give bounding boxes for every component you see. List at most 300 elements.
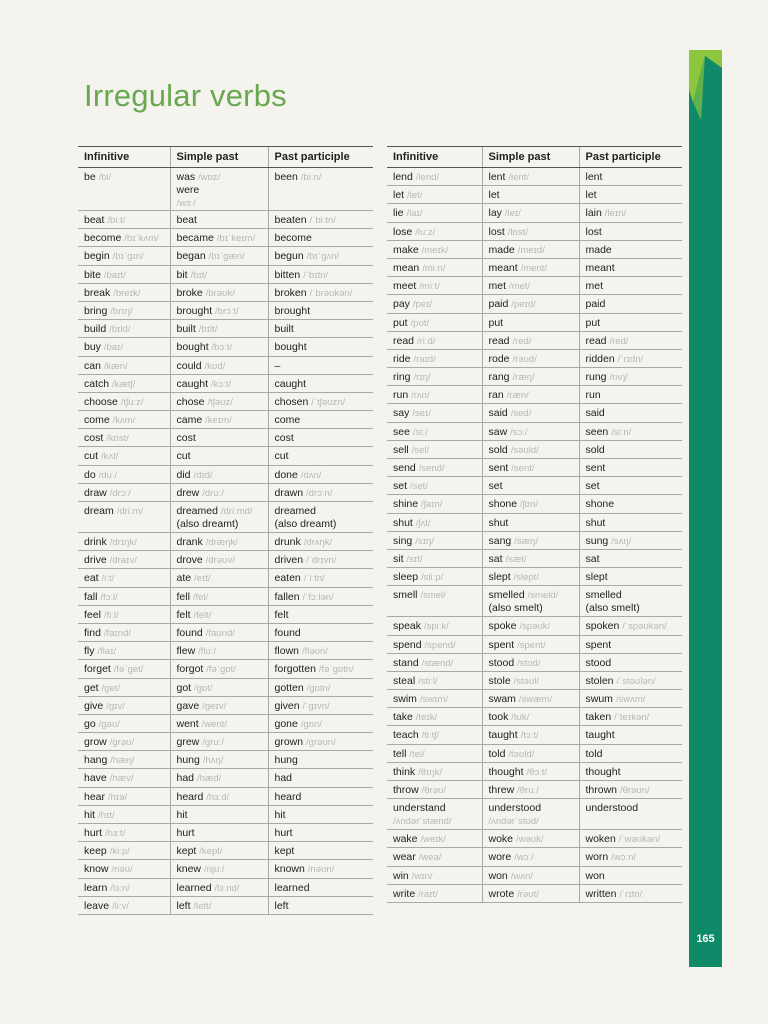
phonetic-infinitive: /baɪ/ [103, 342, 124, 354]
phonetic-infinitive: /seɪ/ [412, 408, 431, 420]
verb-simple-past-alt: (also dreamt) [176, 518, 239, 530]
verb-simple-past: said [488, 407, 508, 420]
verb-infinitive: hit [84, 808, 96, 821]
past-participle-cell [268, 465, 373, 483]
verb-infinitive: take [393, 711, 413, 724]
past-participle-cell [268, 502, 373, 533]
phonetic-past-participle: /dʌn/ [300, 469, 322, 481]
phonetic-simple-past: /left/ [193, 900, 212, 912]
verb-simple-past: shut [488, 516, 509, 529]
phonetic-simple-past: /slept/ [513, 572, 539, 584]
table-row [387, 513, 682, 531]
verb-infinitive: come [84, 414, 110, 427]
infinitive-cell [78, 247, 170, 265]
verb-simple-past: sold [488, 443, 508, 456]
verb-infinitive: let [393, 189, 405, 202]
phonetic-simple-past: /stʊd/ [517, 657, 541, 669]
verb-past-participle: begun [274, 250, 304, 263]
verb-simple-past: spoke [488, 620, 517, 633]
phonetic-infinitive: /teɪk/ [415, 712, 438, 724]
simple-past-cell [170, 265, 268, 283]
phonetic-simple-past: /njuː/ [203, 864, 225, 876]
table-row [387, 568, 682, 586]
phonetic-past-participle: /nəʊn/ [307, 864, 335, 876]
infinitive-cell [78, 805, 170, 823]
table-row [387, 726, 682, 744]
verb-past-participle: taken [585, 711, 612, 724]
infinitive-cell [387, 459, 482, 477]
simple-past-cell [482, 349, 579, 367]
verb-simple-past: rode [488, 352, 510, 365]
verb-past-participle: known [274, 863, 305, 876]
infinitive-cell [387, 635, 482, 653]
verb-infinitive: sit [393, 552, 404, 565]
table-row [78, 301, 373, 319]
table-row [78, 787, 373, 805]
phonetic-past-participle: /fəˈgɒtn/ [318, 664, 354, 676]
past-participle-cell [268, 751, 373, 769]
verb-simple-past: met [488, 280, 507, 293]
phonetic-simple-past: /druː/ [202, 487, 224, 499]
past-participle-cell [268, 787, 373, 805]
verb-past-participle: lain [585, 207, 602, 220]
past-participle-cell [579, 477, 682, 495]
phonetic-infinitive: /lɜːn/ [110, 882, 130, 894]
verb-past-participle: flown [274, 645, 300, 658]
chapter-sidebar [689, 50, 722, 967]
past-participle-cell [268, 842, 373, 860]
verb-past-participle: left [274, 899, 289, 912]
verb-simple-past: bit [176, 268, 188, 281]
phonetic-infinitive: /brɪŋ/ [110, 305, 133, 317]
past-participle-cell [579, 404, 682, 422]
simple-past-cell [170, 842, 268, 860]
verb-simple-past: saw [488, 425, 508, 438]
verb-past-participle: woken [585, 833, 616, 846]
simple-past-cell [170, 283, 268, 301]
table-row [78, 878, 373, 896]
phonetic-past-participle: /ˈbiːtn/ [309, 215, 336, 226]
table-body [387, 168, 682, 903]
verb-simple-past: came [176, 414, 203, 427]
phonetic-simple-past: /keɪm/ [205, 415, 232, 427]
phonetic-simple-past: /rəʊd/ [512, 353, 537, 365]
past-participle-cell [579, 617, 682, 635]
table-row [387, 531, 682, 549]
phonetic-simple-past: /sɔː/ [510, 426, 528, 438]
phonetic-simple-past: /bɪˈgæn/ [208, 251, 245, 263]
infinitive-cell [387, 168, 482, 186]
simple-past-cell [482, 368, 579, 386]
infinitive-cell [78, 678, 170, 696]
header-past-participle: Past participle [579, 147, 682, 168]
infinitive-cell [387, 549, 482, 567]
phonetic-past-participle: /leɪn/ [604, 208, 627, 220]
verb-infinitive: tell [393, 747, 407, 760]
infinitive-cell [387, 781, 482, 799]
verb-past-participle: kept [274, 845, 295, 858]
verb-simple-past: left [176, 899, 191, 912]
simple-past-cell [170, 769, 268, 787]
verbs-table-left [78, 146, 373, 915]
phonetic-simple-past: /spent/ [517, 639, 546, 651]
verb-simple-past: dreamed [176, 505, 218, 517]
phonetic-infinitive: /pʊt/ [410, 317, 430, 329]
phonetic-infinitive: /fiːl/ [103, 609, 119, 621]
verb-past-participle: beaten [274, 214, 307, 226]
past-participle-cell [579, 866, 682, 884]
past-participle-cell [579, 531, 682, 549]
simple-past-cell [170, 356, 268, 374]
phonetic-infinitive: /siː/ [412, 426, 428, 438]
leaf-decoration-icon [689, 50, 722, 120]
verb-past-participle: seen [585, 425, 609, 438]
verbs-table-right [387, 146, 682, 903]
phonetic-simple-past: /θruː/ [517, 785, 539, 796]
verb-past-participle: done [274, 468, 298, 481]
table-row [78, 642, 373, 660]
infinitive-cell [78, 265, 170, 283]
verb-simple-past: grew [176, 736, 200, 749]
verb-past-participle: told [585, 747, 603, 760]
infinitive-cell [387, 331, 482, 349]
phonetic-infinitive: /iːt/ [101, 573, 115, 585]
table-row [78, 587, 373, 605]
verb-past-participle: – [274, 359, 281, 372]
verb-simple-past: cost [176, 432, 196, 445]
header-past-participle: Past participle [268, 147, 373, 168]
verb-infinitive: forget [84, 663, 111, 676]
past-participle-cell [268, 678, 373, 696]
simple-past-cell [170, 733, 268, 751]
phonetic-past-participle: /biːn/ [300, 172, 322, 183]
past-participle-cell [268, 447, 373, 465]
phonetic-past-participle: /gɒn/ [300, 718, 322, 730]
infinitive-cell [387, 186, 482, 204]
table-row [78, 247, 373, 265]
verb-past-participle: shone [585, 498, 615, 511]
verb-simple-past: woke [488, 833, 514, 846]
phonetic-past-participle: /ˈspəʊkən/ [622, 621, 667, 633]
simple-past-cell [482, 531, 579, 549]
past-participle-cell [579, 884, 682, 902]
phonetic-infinitive: /weɪk/ [420, 834, 446, 846]
infinitive-cell [78, 533, 170, 551]
simple-past-cell [170, 465, 268, 483]
past-participle-cell [268, 374, 373, 392]
verb-past-participle: sent [585, 462, 606, 474]
past-participle-cell [579, 313, 682, 331]
infinitive-cell [387, 884, 482, 902]
phonetic-simple-past: /driːmd/ [220, 506, 253, 517]
verb-simple-past: drove [176, 554, 203, 567]
verb-past-participle: put [585, 316, 601, 329]
verb-simple-past: slept [488, 571, 511, 584]
infinitive-cell [78, 642, 170, 660]
phonetic-infinitive: /hɜːt/ [105, 828, 126, 839]
past-participle-cell [579, 513, 682, 531]
past-participle-cell [268, 247, 373, 265]
verb-past-participle: become [274, 232, 312, 245]
phonetic-infinitive: /kætʃ/ [112, 378, 136, 390]
phonetic-simple-past: /felt/ [193, 609, 212, 621]
verb-infinitive: write [393, 887, 416, 900]
phonetic-infinitive: /stænd/ [421, 657, 454, 669]
phonetic-infinitive: /θɪŋk/ [418, 766, 443, 778]
verb-infinitive: give [84, 699, 104, 712]
phonetic-simple-past: /kɔːt/ [210, 378, 232, 390]
verb-infinitive: speak [393, 620, 422, 633]
verb-past-participle: lent [585, 171, 603, 183]
header-infinitive: Infinitive [78, 147, 170, 168]
verb-simple-past: went [176, 717, 199, 730]
verb-simple-past: put [488, 316, 504, 329]
verb-infinitive: choose [84, 395, 118, 408]
verb-infinitive: dream [84, 505, 114, 517]
table-row [78, 860, 373, 878]
simple-past-cell [482, 168, 579, 186]
table-row [387, 349, 682, 367]
phonetic-past-participle: /red/ [609, 335, 629, 347]
infinitive-cell [78, 211, 170, 229]
verb-past-participle: chosen [274, 395, 309, 408]
verb-past-participle: stolen [585, 674, 614, 687]
past-participle-cell [579, 848, 682, 866]
table-row [78, 465, 373, 483]
verb-simple-past: kept [176, 845, 197, 858]
verb-past-participle: lost [585, 225, 602, 238]
verb-simple-past-alt: (also smelt) [488, 602, 543, 615]
verb-past-participle: drawn [274, 486, 304, 499]
past-participle-cell [268, 392, 373, 410]
phonetic-simple-past: /hʌŋ/ [202, 755, 224, 767]
simple-past-cell [170, 168, 268, 211]
verb-past-participle: worn [585, 851, 609, 864]
verb-infinitive: mean [393, 261, 420, 274]
infinitive-cell [78, 356, 170, 374]
verb-past-participle: set [585, 480, 600, 493]
table-row [78, 211, 373, 229]
simple-past-cell [170, 896, 268, 914]
verb-past-participle: given [274, 699, 300, 712]
verb-simple-past: did [176, 468, 191, 481]
past-participle-cell [268, 769, 373, 787]
verb-infinitive: eat [84, 572, 99, 585]
past-participle-cell [268, 660, 373, 678]
verb-infinitive: begin [84, 250, 110, 263]
simple-past-cell [482, 830, 579, 848]
verb-simple-past: began [176, 250, 206, 263]
table-body [78, 168, 373, 915]
past-participle-cell [268, 338, 373, 356]
verb-infinitive: sell [393, 443, 409, 456]
simple-past-cell [170, 678, 268, 696]
infinitive-cell [387, 313, 482, 331]
simple-past-cell [482, 513, 579, 531]
phonetic-past-participle: /ˈteɪkən/ [614, 712, 650, 724]
infinitive-cell [387, 477, 482, 495]
phonetic-past-participle: /ˈtʃəʊzn/ [311, 396, 346, 408]
infinitive-cell [78, 787, 170, 805]
verb-past-participle: spoken [585, 620, 620, 633]
table-row [78, 392, 373, 410]
verb-simple-past: was [176, 171, 196, 183]
table-row [387, 404, 682, 422]
phonetic-simple-past: /hæd/ [196, 773, 222, 785]
verb-simple-past: found [176, 626, 203, 639]
infinitive-cell [78, 751, 170, 769]
verb-simple-past: broke [176, 286, 203, 299]
past-participle-cell [579, 349, 682, 367]
verb-infinitive: ring [393, 371, 411, 384]
phonetic-infinitive: /hæv/ [109, 773, 134, 785]
page-title: Irregular verbs [84, 78, 287, 113]
phonetic-simple-past: /lɜːnd/ [214, 882, 240, 894]
simple-past-cell [170, 878, 268, 896]
table-row [387, 549, 682, 567]
verb-simple-past: ran [488, 389, 504, 402]
verb-simple-past: taught [488, 729, 518, 742]
simple-past-cell [482, 884, 579, 902]
verb-simple-past: felt [176, 608, 191, 621]
past-participle-cell [579, 459, 682, 477]
verb-infinitive: learn [84, 881, 108, 894]
verb-infinitive: be [84, 171, 96, 183]
phonetic-simple-past: /wɔː/ [514, 852, 534, 864]
verb-infinitive: pay [393, 298, 410, 311]
table-row [78, 696, 373, 714]
verb-infinitive: grow [84, 736, 107, 749]
table-row [387, 440, 682, 458]
table-row [387, 277, 682, 295]
phonetic-past-participle: /ˈwəʊkən/ [618, 834, 661, 846]
table-row [387, 635, 682, 653]
phonetic-infinitive: /rɪŋ/ [413, 372, 431, 384]
past-participle-cell [268, 569, 373, 587]
verb-simple-past: stood [488, 656, 515, 669]
simple-past-cell [482, 568, 579, 586]
verb-simple-past: threw [488, 784, 515, 796]
verb-simple-past: wore [488, 851, 512, 864]
verb-past-participle-alt: (also smelt) [585, 602, 640, 615]
verb-infinitive: run [393, 389, 409, 402]
verb-infinitive: break [84, 286, 111, 299]
infinitive-cell [387, 690, 482, 708]
verb-simple-past: rang [488, 371, 510, 384]
header-infinitive: Infinitive [387, 147, 482, 168]
verb-infinitive: beat [84, 214, 105, 226]
table-row [387, 671, 682, 689]
table-row [387, 744, 682, 762]
phonetic-infinitive: /tel/ [409, 748, 425, 760]
verb-past-participle: won [585, 869, 605, 882]
infinitive-cell [387, 653, 482, 671]
table-row [387, 866, 682, 884]
verb-infinitive: keep [84, 845, 107, 858]
phonetic-infinitive: /laɪ/ [406, 208, 423, 220]
table-row [387, 781, 682, 799]
phonetic-infinitive: /let/ [407, 190, 423, 202]
verb-simple-past: told [488, 747, 506, 760]
verb-past-participle: met [585, 280, 604, 293]
verb-infinitive: drive [84, 554, 107, 567]
phonetic-simple-past: /tʃəʊz/ [207, 396, 233, 408]
table-row [78, 283, 373, 301]
past-participle-cell [268, 429, 373, 447]
verb-simple-past: hit [176, 808, 188, 821]
verb-past-participle: eaten [274, 572, 301, 585]
phonetic-infinitive: /ʌndərˈstænd/ [393, 816, 452, 828]
phonetic-simple-past: /red/ [512, 335, 532, 347]
simple-past-cell [482, 477, 579, 495]
verb-simple-past: stole [488, 674, 511, 687]
phonetic-past-participle: /bɪˈgʌn/ [306, 251, 340, 263]
simple-past-cell [482, 222, 579, 240]
infinitive-cell [387, 404, 482, 422]
verb-infinitive: see [393, 425, 410, 438]
simple-past-cell [482, 240, 579, 258]
phonetic-past-participle: /siːn/ [611, 426, 632, 438]
verb-past-participle: grown [274, 736, 304, 749]
simple-past-cell [482, 690, 579, 708]
table-row [78, 769, 373, 787]
simple-past-cell [482, 866, 579, 884]
infinitive-cell [387, 726, 482, 744]
verb-infinitive: read [393, 334, 415, 347]
phonetic-infinitive: /grəʊ/ [109, 737, 135, 749]
phonetic-past-participle: /rʌŋ/ [609, 372, 628, 384]
verb-past-participle: caught [274, 377, 307, 390]
phonetic-simple-past: /θɔːt/ [526, 766, 548, 778]
verb-infinitive: lend [393, 171, 413, 183]
past-participle-cell [268, 168, 373, 211]
phonetic-past-participle: /drʌŋk/ [303, 537, 333, 548]
simple-past-cell [482, 799, 579, 830]
simple-past-cell [170, 483, 268, 501]
verb-simple-past: forgot [176, 663, 204, 676]
phonetic-simple-past: /təʊld/ [508, 748, 535, 760]
phonetic-infinitive: /meɪk/ [421, 244, 449, 256]
simple-past-cell [482, 313, 579, 331]
phonetic-past-participle: /fləʊn/ [301, 646, 328, 658]
verb-infinitive: spend [393, 638, 422, 651]
table-row [78, 429, 373, 447]
verb-infinitive: steal [393, 674, 416, 687]
phonetic-infinitive: /sɪt/ [406, 553, 423, 565]
verb-past-participle: felt [274, 608, 289, 621]
table-row [78, 842, 373, 860]
phonetic-simple-past: /gruː/ [202, 737, 224, 749]
verb-infinitive: meet [393, 280, 417, 293]
verb-past-participle: fallen [274, 590, 300, 603]
verb-infinitive: bring [84, 304, 108, 317]
phonetic-infinitive: /tʃuːz/ [120, 396, 144, 408]
past-participle-cell [268, 483, 373, 501]
verb-infinitive: swim [393, 693, 417, 706]
phonetic-simple-past: /wɒz/ [198, 172, 221, 183]
verb-simple-past: sang [488, 534, 512, 547]
phonetic-simple-past: /geɪv/ [202, 700, 227, 712]
phonetic-simple-past: /fəˈgɒt/ [206, 664, 236, 676]
infinitive-cell [78, 623, 170, 641]
phonetic-simple-past: /lɒst/ [507, 226, 528, 238]
infinitive-cell [387, 708, 482, 726]
past-participle-cell [579, 549, 682, 567]
infinitive-cell [78, 483, 170, 501]
infinitive-cell [387, 440, 482, 458]
simple-past-cell [170, 551, 268, 569]
verb-simple-past: made [488, 243, 515, 256]
